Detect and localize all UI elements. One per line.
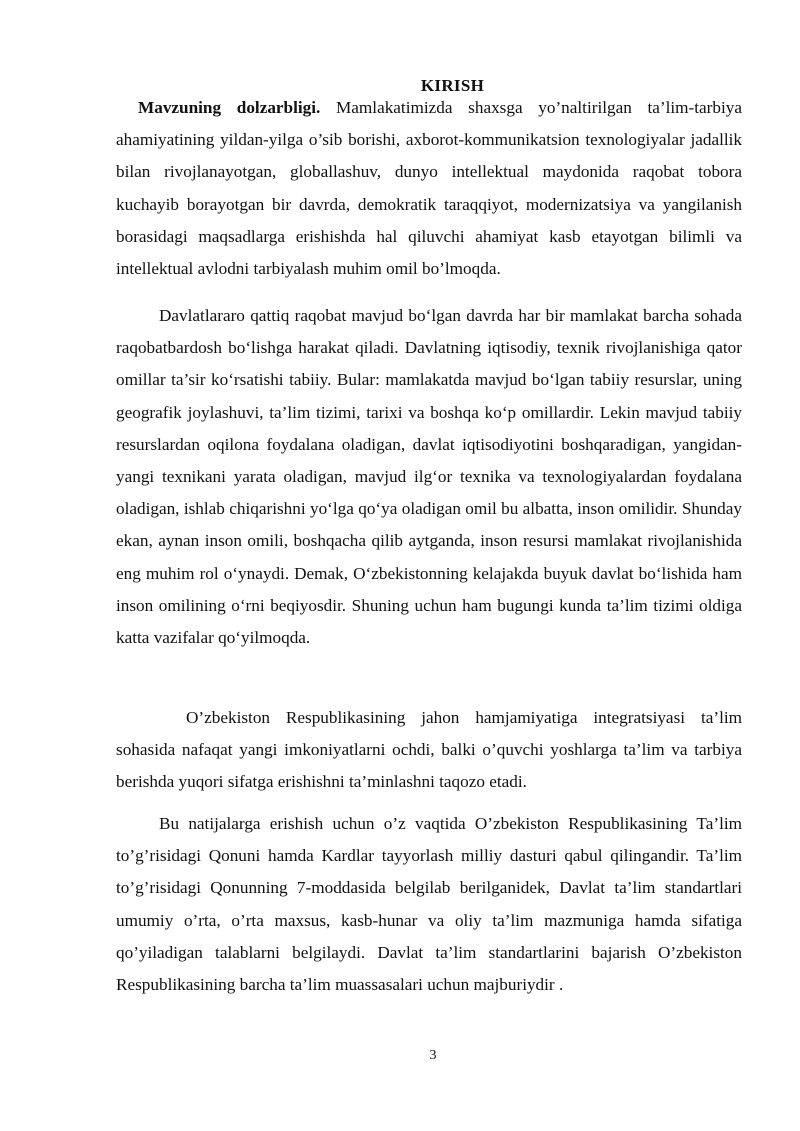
paragraph-integration: [116, 702, 742, 799]
section-title: KIRISH: [420, 76, 485, 95]
paragraph-competition: [116, 300, 742, 654]
paragraph-3: O’zbekiston Respublikasining jahon hamjamiyatiga integratsiyasi ta’lim sohasida nafaqat yangi imkoniyatlarni ochdi, balki o’quvchi yoshlarga ta’lim va tarbiya berishda yuqori sifatga erishishni ta’minlashni taqozo etadi.: [116, 708, 742, 792]
paragraph-1-text: Mamlakatimizda shaxsga yo’naltirilgan ta’lim-tarbiya ahamiyatining yildan-yilga o’sib borishi, axborot-kommunikatsion texnologiyalar jadallik bilan rivojlanayotgan, globallashuv, dunyo intellektual maydonida raqobat tobora kuchayib borayotgan bir davrda, demokratik taraqqiyot, modernizatsiya va yangilanish borasidagi maqsadlarga erishishda hal qiluvchi ahamiyat kasb etayotgan bilimli va intellektual avlodni tarbiyalash muhim omil bo’lmoqda.: [116, 98, 742, 279]
paragraph-lead: Mavzuning dolzarbligi.: [138, 98, 321, 117]
paragraph-2: Davlatlararo qattiq raqobat mavjud bo‘lgan davrda har bir mamlakat barcha sohada raqobatbardosh bo‘lishga harakat qiladi. Davlatning iqtisodiy, texnik rivojlanishiga qator omillar ta’sir ko‘rsatishi tabiiy. Bular: mamlakatda mavjud bo‘lgan tabiiy resurslar, uning geografik joylashuvi, ta’lim tizimi, tarixi va boshqa ko‘p omillardir. Lekin mavjud tabiiy resurslardan oqilona foydalana oladigan, davlat iqtisodiyotini boshqaradigan, yangidan-yangi texnikani yarata oladigan, mavjud ilg‘or texnika va texnologiyalardan foydalana oladigan, ishlab chiqarishni yo‘lga qo‘ya oladigan omil bu albatta, inson omilidir. Shunday ekan, aynan inson omili, boshqacha qilib aytganda, inson resursi mamlakat rivojlanishida eng muhim rol o‘ynaydi. Demak, O‘zbekistonning kelajakda buyuk davlat bo‘lishida ham inson omilining o‘rni beqiyosdir. Shuning uchun ham bugungi kunda ta’lim tizimi oldiga katta vazifalar qo‘yilmoqda.: [116, 306, 742, 648]
paragraph-4: Bu natijalarga erishish uchun o’z vaqtida O’zbekiston Respublikasining Ta’lim to’g’risidagi Qonuni hamda Kardlar tayyorlash milliy dasturi qabul qilingandir. Ta’lim to’g’risidagi Qonunning 7-moddasida belgilab berilganidek, Davlat ta’lim standartlari umumiy o’rta, o’rta maxsus, kasb-hunar va oliy ta’lim mazmuniga hamda sifatiga qo’yiladigan talablarni belgilaydi. Davlat ta’lim standartlarini bajarish O’zbekiston Respublikasining barcha ta’lim muassasalari uchun majburiydir .: [116, 814, 742, 995]
paragraph-law: [116, 808, 742, 1001]
page-number: 3: [429, 1048, 437, 1063]
paragraph-1: [116, 92, 742, 285]
paragraph-relevance: [116, 92, 742, 285]
